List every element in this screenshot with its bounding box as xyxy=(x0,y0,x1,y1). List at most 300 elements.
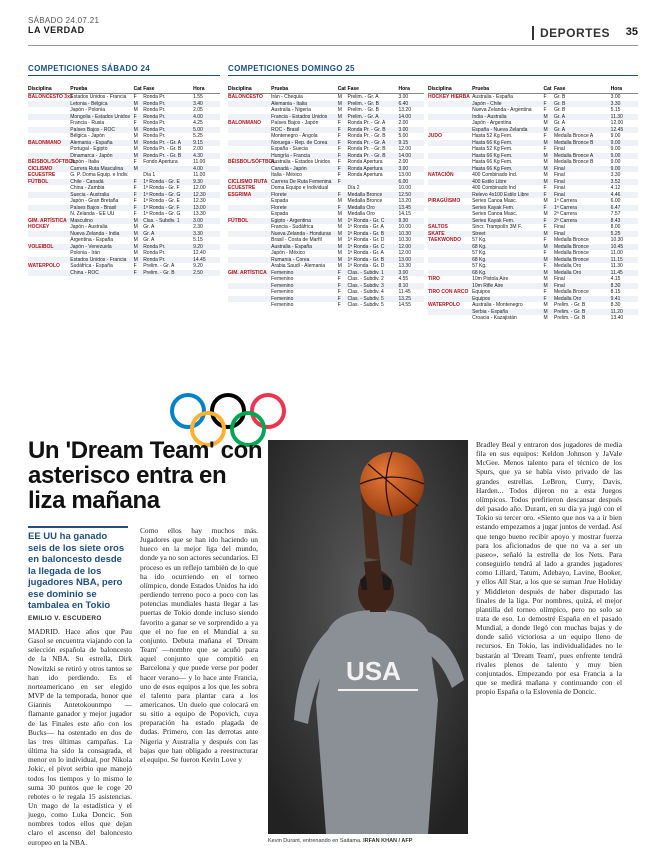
schedule-cell: M xyxy=(337,107,342,113)
schedule-cell: Prelim. - Gr. A xyxy=(347,113,379,120)
schedule-cell: 6.40 xyxy=(398,100,409,107)
schedule-cell: 4.25 xyxy=(193,120,203,126)
schedule-cell: M xyxy=(543,315,548,321)
schedule-cell: BÉISBOL/SÓFTBOL xyxy=(28,159,76,165)
schedule-cell: M xyxy=(543,165,548,172)
column-header: Hora xyxy=(610,86,623,92)
schedule-cell: Ronda Pr. - Gr. B xyxy=(347,126,386,133)
schedule-cell: China - ROC xyxy=(70,269,99,276)
column-header: Fase xyxy=(553,86,566,92)
schedule-cell: TAEKWONDO xyxy=(428,237,461,243)
schedule-cell: F xyxy=(337,302,341,308)
schedule-cell: Clas. - Subdiv. 1 xyxy=(143,217,180,224)
schedule-cell: M xyxy=(133,100,138,107)
schedule-cell: 13.00 xyxy=(398,256,411,263)
schedule-cell: Medalla Bronce A xyxy=(553,133,594,139)
schedule-cell: TIRO CON ARCO xyxy=(428,289,469,295)
schedule-cell: Final xyxy=(553,191,565,198)
schedule-cell: Final xyxy=(553,178,565,185)
schedule-cell: 13.00 xyxy=(398,172,411,178)
schedule-cell: Nueva Zelanda - Honduras xyxy=(271,230,332,237)
schedule-cell: Mongolia - Estados Unidos xyxy=(70,113,130,120)
schedule-cell: 14.45 xyxy=(193,256,206,263)
schedule-cell: 1ª Ronda - Gr. B xyxy=(347,230,385,237)
schedule-cell: M xyxy=(133,250,138,256)
schedule-cell: JUDO xyxy=(428,133,442,139)
schedule-cell: Gr. B xyxy=(553,94,566,100)
schedule-cell: Medalla Bronce B xyxy=(553,159,594,165)
schedule-cell: WATERPOLO xyxy=(28,263,60,269)
article-column-1: MADRID. Hace años que Pau Gasol se encuentra viajando con la selección española de baloncesto de la NBA. Su estrella, Dirk Nowitzki se retiró y otros tantos se han ido perdiendo. Es el norteamericano en ser elegido MVP de la temporada, honor que Giannis Antetokounmpo — flamante ganador y mejor jugador de las Finales este año con los Bucks— ha ostentado en dos de las tres últimas campañas. La última ha sido la consagrada, el menor en lo individual, por Nikola Jokic, el pívot serbio que manejó todos los tiempos y lo mismo le suma 30 puntos que le coge 20 rebotes o le regala 15 asistencias. Un mago de la estadística y el juego, como Luka Doncic. Son nombres todos ellos que dejan claro el ascenso del baloncesto europeo en la NBA. xyxy=(28,627,132,847)
schedule-cell: Japón - México xyxy=(271,250,306,256)
schedule-cell: Ronda Pr. xyxy=(143,250,166,256)
schedule-cell: F xyxy=(543,133,547,139)
schedule-cell: F xyxy=(337,269,341,276)
schedule-cell: 7.57 xyxy=(610,211,621,217)
schedule-cell: Ronda Pr. - Gr. B xyxy=(143,152,182,159)
schedule-cell: Medalla Bronce xyxy=(553,237,589,243)
schedule-cell: F xyxy=(133,191,137,198)
schedule-cell: Países Bajos - Brasil xyxy=(70,204,117,211)
schedule-cell: 10.00 xyxy=(398,185,411,191)
schedule-cell: M xyxy=(337,224,342,230)
schedule-cell: BÉISBOL/SÓFTBOL xyxy=(228,159,276,165)
schedule-cell: Ronda Apertura xyxy=(347,165,383,172)
schedule-cell: Femenino xyxy=(271,302,294,308)
schedule-cell: F xyxy=(337,159,341,165)
schedule-cell: Ronda Pr. - Gr. B xyxy=(347,152,386,159)
schedule-cell: 2.00 xyxy=(398,159,409,165)
schedule-cell: Italia - México xyxy=(271,172,302,178)
article-column-3: Bradley Beal y entraron dos jugadores de media fila en sus equipos: Keldon Johnson y JaVale McGee. Menos talento para el técnico de los Spurs, que ya se había visto privado de las grandes estrellas. LeBron, Curry, Davis, Harden... Todos dijeron no a esta Juegos olímpicos. Todos prefirieron descansar después del pasado año. Durant, en su día ya jugó con el Tokio su tercer oro. «Siento que nos va a ir bien estando empezamos a jugar juntos de verdad. Así que tengo bueno recibir apoyo y mostrar fuerza para los aficionados de que no va a ser un paseo», señaló la estrella de los Nets. Para conseguirlo tendrá al lado a grandes jugadores como Lillard, Tatum, Adebayo, Lavine, Booker, y ellos All Star, a los que se suman Jrue Holiday y Middleton después de haber disputado las finales de la liga. Por nombres, quizá, el mejor plantilla del torneo olímpico, pero no solo se trata de eso. Lo demostré España en el pasado Mundial, a donde llegó con muchas bajas y de donde salió victoriosa a un equipo lleno de recursos. En Tokio, las individualidades no le bastarán al 'Dream Team', pues enfrente tendrá rivales plenos de talento y muy bien conjuntados. Empezando por esa Francia a la que se medirá mañana y continuando con el propio España o la Eslovenia de Doncic. xyxy=(476,440,622,697)
schedule-cell: Equipos xyxy=(472,295,491,302)
schedule-cell: 1ª Ronda - Gr. D xyxy=(347,263,385,269)
schedule-cell: Serbia - España xyxy=(472,308,508,315)
schedule-cell: 2.00 xyxy=(193,146,203,152)
schedule-cell: 3.00 xyxy=(610,94,621,100)
schedule-cell: M xyxy=(133,126,138,133)
schedule-cell: 12.50 xyxy=(398,191,411,198)
schedule-cell: 2.30 xyxy=(193,224,203,230)
competition-schedule xyxy=(28,56,638,408)
schedule-cell: Australia - España xyxy=(271,243,312,250)
schedule-cell: 1ª Ronda - Gr. B xyxy=(347,256,385,263)
schedule-cell: M xyxy=(133,152,138,159)
schedule-cell: 11.00 xyxy=(610,250,623,256)
schedule-cell: Bélgica - Japón xyxy=(70,133,105,139)
schedule-cell: M xyxy=(133,237,138,243)
schedule-cell: 10.30 xyxy=(610,237,624,243)
column-header: Fase xyxy=(347,86,359,92)
schedule-cell: Australia - España xyxy=(472,94,513,100)
schedule-cell: Florete xyxy=(271,204,287,211)
schedule-cell: 8.10 xyxy=(398,282,409,289)
schedule-cell: Final xyxy=(553,172,565,178)
schedule-cell: M xyxy=(543,282,548,289)
schedule-cell: Ronda Pr. xyxy=(143,256,166,263)
schedule-cell: 12.40 xyxy=(193,250,206,256)
schedule-cell: 3.00 xyxy=(398,94,409,100)
schedule-cell: Medalla Bronce xyxy=(553,250,589,256)
schedule-cell: Clas. - Subdiv. 5 xyxy=(347,295,384,302)
schedule-cell: Espada xyxy=(271,211,289,217)
schedule-cell: Ronda Pr. xyxy=(143,243,166,250)
schedule-cell: 13.25 xyxy=(398,295,411,302)
schedule-cell: FÚTBOL xyxy=(28,178,49,185)
schedule-cell: Letonia - Bélgica xyxy=(70,100,108,107)
schedule-cell: Australia - Nigeria xyxy=(271,107,311,113)
schedule-cell: Prelim. - Gr. A xyxy=(143,263,175,269)
schedule-cell: 2.50 xyxy=(193,269,203,276)
schedule-cell: Gr. A xyxy=(553,120,566,126)
schedule-cell: Prelim. - Gr. B xyxy=(553,315,586,321)
schedule-cell: 9.00 xyxy=(610,159,621,165)
jersey-text: USA xyxy=(346,656,401,686)
schedule-cell: BALONCESTO 3x3 xyxy=(28,94,73,100)
schedule-cell: M xyxy=(133,165,138,172)
schedule-cell: CICLISMO RUTA xyxy=(228,178,268,185)
schedule-cell: 1ª Ronda - Gr. F xyxy=(143,204,180,211)
schedule-cell: F xyxy=(543,185,547,191)
schedule-cell: F xyxy=(543,263,547,269)
player-shooting-image xyxy=(268,440,468,834)
schedule-cell: M xyxy=(337,256,342,263)
column-header: Prueba xyxy=(70,86,88,92)
schedule-cell: F xyxy=(543,217,547,224)
schedule-cell: Series Canoa Masc. xyxy=(472,211,518,217)
schedule-cell: Alemania - Italia xyxy=(271,100,307,107)
schedule-row xyxy=(28,270,220,277)
schedule-cell: 1ª Ronda - Gr. E xyxy=(143,178,180,185)
schedule-cell: FÚTBOL xyxy=(228,217,249,224)
schedule-cell: 11.30 xyxy=(610,263,623,269)
schedule-cell: F xyxy=(337,289,341,295)
schedule-cell: 57 Kg. xyxy=(472,250,487,256)
schedule-cell: 57 Kg. xyxy=(472,263,487,269)
schedule-cell: 1ª Ronda - Gr. G xyxy=(143,211,181,217)
column-header: Hora xyxy=(398,86,410,92)
schedule-cell: 1ª Ronda - Gr. A xyxy=(347,224,384,230)
schedule-cell: BALONCESTO xyxy=(228,94,263,100)
schedule-cell: 3.30 xyxy=(610,172,621,178)
schedule-table-sunday-b xyxy=(428,86,638,322)
schedule-cell: F xyxy=(337,165,341,172)
schedule-cell: 12.45 xyxy=(610,126,624,133)
schedule-cell: M xyxy=(543,308,548,315)
schedule-cell: 5.25 xyxy=(610,230,621,237)
schedule-cell: 3.00 xyxy=(398,126,409,133)
table-header xyxy=(428,86,638,94)
byline: EMILIO V. ESCUDERO xyxy=(28,615,102,622)
schedule-cell: Alemania - España xyxy=(70,139,113,146)
schedule-cell: M xyxy=(337,230,342,237)
schedule-cell: 6.47 xyxy=(610,204,621,211)
schedule-table-sunday-a xyxy=(228,86,424,309)
column-header: Prueba xyxy=(472,86,490,92)
schedule-cell: 8.15 xyxy=(610,289,621,295)
schedule-cell xyxy=(28,270,70,277)
schedule-cell: F xyxy=(133,178,137,185)
schedule-cell: Montenegro - Angola xyxy=(271,133,318,139)
schedule-cell: Series Canoa Masc. xyxy=(472,198,518,204)
schedule-cell: M xyxy=(543,256,548,263)
schedule-cell: SKATE xyxy=(428,230,445,237)
schedule-cell: Series Kayak Fem. xyxy=(472,204,515,211)
schedule-cell: F xyxy=(337,120,341,126)
schedule-cell: Día 1 xyxy=(143,172,156,178)
schedule-cell: Estados Unidos - Francia xyxy=(70,94,127,100)
schedule-cell: 12.30 xyxy=(193,191,206,198)
column-header: Fase xyxy=(143,86,155,92)
schedule-cell: Japón - Australia xyxy=(70,224,108,230)
schedule-cell: Femenino xyxy=(271,269,294,276)
schedule-cell: PIRAGÜISMO xyxy=(428,198,461,204)
schedule-cell: Japón - Polonia xyxy=(70,107,105,113)
schedule-cell: 13.00 xyxy=(193,204,206,211)
schedule-cell: Noruega - Rep. de Corea xyxy=(271,139,328,146)
schedule-cell: India - Australia xyxy=(472,113,507,120)
schedule-cell: Medalla Oro xyxy=(553,263,582,269)
schedule-cell: WATERPOLO xyxy=(428,302,460,308)
schedule-cell: F xyxy=(133,204,137,211)
schedule-cell: Hasta 66 Kg Fem. xyxy=(472,139,513,146)
schedule-cell: F xyxy=(337,191,341,198)
schedule-cell: 11.45 xyxy=(398,289,411,295)
schedule-cell: 2ª Carrera xyxy=(553,211,577,217)
schedule-cell: F xyxy=(133,185,137,191)
schedule-cell: M xyxy=(543,230,548,237)
schedule-cell: F xyxy=(337,276,341,282)
schedule-cell: 5.15 xyxy=(193,237,203,243)
column-header: Cat xyxy=(543,86,552,92)
schedule-cell: 9.41 xyxy=(610,295,621,302)
schedule-cell: 10.30 xyxy=(398,237,411,243)
schedule-cell: M xyxy=(337,237,342,243)
schedule-cell: F xyxy=(543,289,547,295)
schedule-cell: Medalla Bronce A xyxy=(553,152,594,159)
schedule-cell: 12.00 xyxy=(398,250,411,256)
schedule-cell: M xyxy=(543,198,548,204)
day-title-saturday: COMPETICIONES SÁBADO 24 xyxy=(28,64,220,76)
page-number: 35 xyxy=(625,26,638,38)
schedule-cell: 9.20 xyxy=(193,263,203,269)
schedule-cell: BALONMANO xyxy=(228,120,262,126)
schedule-cell: F xyxy=(133,94,137,100)
schedule-cell: Carrera De Ruta Femenina xyxy=(271,178,332,185)
schedule-cell: Relevo 4x100 Estilo Libre xyxy=(472,191,529,198)
schedule-cell: M xyxy=(543,120,548,126)
schedule-cell: 4.46 xyxy=(610,191,621,198)
schedule-cell: Femenino xyxy=(271,289,294,295)
schedule-cell: M xyxy=(337,217,342,224)
schedule-cell: 3.30 xyxy=(193,230,203,237)
schedule-cell: M xyxy=(543,276,548,282)
schedule-cell: China - Zambia xyxy=(70,185,105,191)
schedule-cell: Final xyxy=(553,146,565,152)
schedule-cell: M xyxy=(133,230,138,237)
schedule-cell: Gr. A xyxy=(143,237,155,243)
photo-credit: IRFAN KHAN / AFP xyxy=(363,838,413,844)
schedule-cell: 3.52 xyxy=(610,178,621,185)
table-header xyxy=(228,86,424,94)
schedule-cell xyxy=(428,315,472,322)
schedule-cell: Clas. - Subdiv. 4 xyxy=(347,289,384,295)
schedule-cell: Gr. A xyxy=(143,224,155,230)
schedule-cell: Países Bajos - Japón xyxy=(271,120,319,126)
schedule-cell: F xyxy=(337,178,341,185)
schedule-cell: 11.00 xyxy=(193,159,206,165)
schedule-cell: Ronda Pr. xyxy=(143,120,166,126)
schedule-cell: Medalla Bronce xyxy=(347,198,383,204)
schedule-cell: Egipto - Argentina xyxy=(271,217,311,224)
schedule-cell: Ronda Pr. - Gr. B xyxy=(347,146,386,152)
schedule-cell: 12.00 xyxy=(193,185,206,191)
schedule-cell: M xyxy=(543,152,548,159)
schedule-cell: 11.15 xyxy=(610,256,623,263)
schedule-cell: 4.12 xyxy=(610,185,621,191)
schedule-cell: Medalla Oro xyxy=(347,204,375,211)
schedule-cell: 4.00 xyxy=(193,165,203,172)
schedule-cell: F xyxy=(337,282,341,289)
schedule-cell: Prelim. - Gr. B xyxy=(347,107,379,113)
schedule-cell: Ronda Pr. - Gr. B xyxy=(143,146,182,152)
schedule-cell: Prelim. - Gr. B xyxy=(347,100,379,107)
schedule-cell: Fondo Apertura xyxy=(143,159,178,165)
schedule-cell: 9.30 xyxy=(398,217,409,224)
schedule-cell: 3.00 xyxy=(193,217,203,224)
schedule-cell: M xyxy=(543,211,548,217)
schedule-cell: 2ª Carrera xyxy=(553,217,577,224)
schedule-cell: Medalla Bronce xyxy=(347,191,383,198)
schedule-cell: M xyxy=(543,172,548,178)
schedule-cell: Hasta 52 Kg Fem. xyxy=(472,146,513,152)
schedule-cell: Hungría - Francia xyxy=(271,152,311,159)
schedule-cell: España - Nueva Zelanda xyxy=(472,126,528,133)
schedule-cell: Chile - Canadá xyxy=(70,178,104,185)
schedule-cell: Japón - Gran Bretaña xyxy=(70,198,119,204)
schedule-cell: Ronda Pr. xyxy=(143,133,166,139)
schedule-cell: F xyxy=(133,159,137,165)
schedule-cell: 2.05 xyxy=(193,107,203,113)
schedule-cell: Medalla Bronce xyxy=(553,256,589,263)
schedule-cell: Prelim. - Gr. B xyxy=(143,269,175,276)
schedule-cell: M xyxy=(337,198,342,204)
schedule-cell: ECUESTRE xyxy=(28,172,56,178)
schedule-cell: 11.30 xyxy=(610,113,623,120)
schedule-cell: 13.20 xyxy=(398,107,411,113)
schedule-cell: Medalla Oro xyxy=(553,295,582,302)
schedule-cell: Día 2 xyxy=(347,185,360,191)
schedule-cell: Nueva Zelanda - India xyxy=(70,230,120,237)
schedule-cell: Sincr. Trampolín 3M F. xyxy=(472,224,522,230)
schedule-cell: Ronda Pr. xyxy=(143,113,166,120)
schedule-cell: Argentina - España xyxy=(70,237,114,243)
schedule-cell: 13.40 xyxy=(610,315,624,321)
column-header: Prueba xyxy=(271,86,289,92)
schedule-cell: 14.00 xyxy=(398,113,411,120)
schedule-cell: Francia - Sudáfrica xyxy=(271,224,314,230)
schedule-cell: 10.45 xyxy=(610,243,624,250)
schedule-cell: 3.30 xyxy=(610,100,621,107)
schedule-cell: Prelim. - Gr. B xyxy=(553,302,586,308)
schedule-cell: 3.00 xyxy=(398,269,409,276)
schedule-cell: 68 Kg. xyxy=(472,269,487,276)
schedule-cell: Gr. B xyxy=(553,100,566,107)
schedule-cell: 5.15 xyxy=(610,107,621,113)
schedule-cell: M xyxy=(543,243,548,250)
schedule-cell: Prelim. - Gr. B xyxy=(553,308,586,315)
schedule-cell: 1.55 xyxy=(193,94,203,100)
schedule-cell: F xyxy=(543,295,547,302)
schedule-cell: Final xyxy=(553,185,565,191)
schedule-cell: ROC - Brasil xyxy=(271,126,300,133)
schedule-cell: F xyxy=(337,152,341,159)
schedule-cell: M xyxy=(337,243,342,250)
schedule-cell: F xyxy=(133,269,137,276)
schedule-table-saturday xyxy=(28,86,220,276)
schedule-cell: Final xyxy=(553,224,565,230)
schedule-cell: N. Zelanda - EE UU xyxy=(70,211,115,217)
schedule-cell: F xyxy=(337,172,341,178)
schedule-cell: Brasil - Costa de Marfil xyxy=(271,237,322,243)
schedule-cell: Japón - Venezuela xyxy=(70,243,112,250)
schedule-cell: 10m Rifle Aire xyxy=(472,282,504,289)
schedule-cell: F xyxy=(337,204,341,211)
schedule-cell: HOCKEY xyxy=(28,224,50,230)
schedule-cell: Ronda Pr. xyxy=(143,100,166,107)
schedule-cell: HOCKEY HIERBA xyxy=(428,94,470,100)
schedule-cell: M xyxy=(133,133,138,139)
schedule-cell: Irán - Chequia xyxy=(271,94,303,100)
schedule-cell: 9.00 xyxy=(610,139,621,146)
schedule-cell: Street xyxy=(472,230,486,237)
schedule-cell: 12.00 xyxy=(398,146,411,152)
schedule-cell xyxy=(228,302,271,309)
schedule-cell: Clas. - Subdiv. 1 xyxy=(347,269,384,276)
schedule-cell: Australia - Montenegro xyxy=(472,302,523,308)
schedule-cell: 13.30 xyxy=(193,211,206,217)
schedule-cell: Francia - Estados Unidos xyxy=(271,113,328,120)
schedule-cell: Hasta 66 Kg Fem. xyxy=(472,159,513,165)
schedule-cell: 10.30 xyxy=(398,230,411,237)
schedule-cell: TIRO xyxy=(428,276,440,282)
schedule-cell: F xyxy=(543,94,547,100)
schedule-cell: 9.00 xyxy=(610,165,621,172)
schedule-cell: Femenino xyxy=(271,282,294,289)
schedule-cell: 8.00 xyxy=(610,224,621,230)
schedule-cell: 5.00 xyxy=(193,126,203,133)
schedule-cell: 9.00 xyxy=(610,133,621,139)
schedule-cell: 11.00 xyxy=(193,172,206,178)
schedule-cell: M xyxy=(133,256,138,263)
schedule-cell: Ronda Pr. xyxy=(143,94,166,100)
schedule-cell: 12.00 xyxy=(398,243,411,250)
schedule-cell: Ronda Pr. - Gr. A xyxy=(347,120,386,126)
schedule-cell: M xyxy=(337,94,342,100)
schedule-cell: Femenino xyxy=(271,295,294,302)
schedule-cell: Final xyxy=(553,230,565,237)
schedule-cell: 9.00 xyxy=(610,152,621,159)
schedule-cell: Espada xyxy=(271,198,289,204)
schedule-cell: F xyxy=(543,100,547,107)
schedule-cell: 4.00 xyxy=(193,113,203,120)
schedule-cell: 9.30 xyxy=(193,178,203,185)
schedule-cell: F xyxy=(543,224,547,230)
schedule-cell: 1ª Carrera xyxy=(553,204,577,211)
column-header: Cat xyxy=(337,86,346,92)
column-header: Cat xyxy=(133,86,142,92)
schedule-cell: 8.43 xyxy=(610,217,621,224)
